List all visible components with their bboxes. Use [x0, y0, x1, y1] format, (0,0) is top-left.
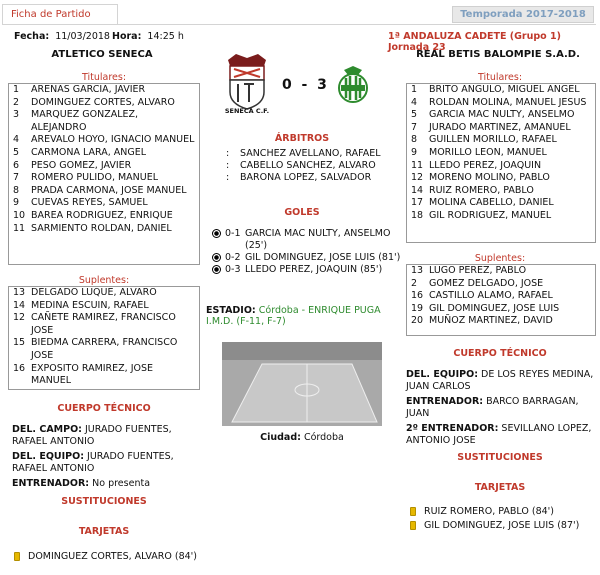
player-number: 19: [411, 302, 424, 314]
player-number: 1: [13, 84, 20, 95]
staff-role: ENTRENADOR:: [406, 396, 484, 407]
player-row[interactable]: [407, 160, 595, 173]
player-row[interactable]: [407, 265, 595, 278]
player-number: 10: [13, 209, 26, 221]
home-crest: [224, 52, 270, 116]
player-number: 3: [13, 109, 20, 121]
player-row[interactable]: [9, 84, 199, 97]
away-cards-list: [410, 505, 600, 533]
staff-row: [12, 424, 202, 448]
home-sustituciones-heading: SUSTITUCIONES: [61, 496, 147, 507]
away-subs-list: [406, 264, 596, 336]
player-name[interactable]: EXPOSITO RAMIREZ, JOSE MANUEL: [31, 362, 154, 387]
goal-row: [212, 264, 406, 276]
player-name[interactable]: MORENO MOLINO, PABLO: [429, 172, 550, 184]
tab-ficha-partido[interactable]: Ficha de Partido: [2, 4, 118, 24]
player-number: 4: [411, 96, 418, 108]
player-row[interactable]: [9, 363, 199, 388]
player-number: 7: [13, 172, 20, 184]
home-crest-text: SENECA C.F.: [224, 107, 270, 115]
score-separator: -: [301, 77, 308, 93]
player-row[interactable]: [9, 337, 199, 362]
goal-score: 0-2: [225, 252, 241, 263]
player-name[interactable]: GUILLEN MORILLO, RAFAEL: [429, 134, 557, 146]
player-name[interactable]: PESO GOMEZ, JAVIER: [31, 159, 132, 171]
player-row[interactable]: [9, 109, 199, 134]
scoreboard: [282, 77, 327, 93]
player-number: 13: [411, 265, 424, 276]
player-row[interactable]: [407, 278, 595, 291]
player-name[interactable]: MOLINA CABELLO, DANIEL: [429, 197, 554, 209]
home-starters-list: [8, 83, 200, 265]
staff-name: JURADO FUENTES, RAFAEL ANTONIO: [12, 451, 174, 474]
player-name[interactable]: CASTILLO ALAMO, RAFAEL: [429, 290, 553, 302]
player-number: 8: [13, 184, 20, 196]
player-name[interactable]: MUÑOZ MARTINEZ, DAVID: [429, 315, 553, 327]
stadium-info: [206, 305, 402, 327]
player-name[interactable]: MEDINA ESCUIN, RAFAEL: [31, 299, 149, 311]
staff-role: DEL. CAMPO:: [12, 424, 82, 435]
staff-role: 2º ENTRENADOR:: [406, 423, 499, 434]
match-date: Fecha: 11/03/2018: [14, 31, 110, 42]
card-row: [410, 519, 600, 533]
player-row[interactable]: [9, 197, 199, 210]
stadium-value[interactable]: Córdoba - ENRIQUE PUGA I.M.D. (F-11, F-7): [206, 305, 381, 327]
staff-name: No presenta: [92, 478, 151, 489]
player-row[interactable]: [407, 210, 595, 223]
arbitros-heading: ÁRBITROS: [274, 133, 330, 144]
player-row[interactable]: [407, 122, 595, 135]
ball-icon: [212, 265, 221, 274]
player-row[interactable]: [407, 290, 595, 303]
player-number: 14: [13, 299, 26, 311]
home-team-name: ATLETICO SENECA: [51, 49, 153, 60]
player-name[interactable]: ROLDAN MOLINA, MANUEL JESUS: [429, 96, 587, 108]
staff-role: ENTRENADOR:: [12, 478, 90, 489]
player-name[interactable]: DELGADO LUQUE, ALVARO: [31, 287, 157, 298]
goal-score: 0-3: [225, 264, 241, 275]
away-staff-list: [406, 369, 598, 450]
staff-role: DEL. EQUIPO:: [12, 451, 84, 462]
player-name[interactable]: LLEDO PEREZ, JOAQUIN: [429, 159, 542, 171]
match-time: Hora: 14:25 h: [112, 31, 184, 42]
referee-name: BARONA LOPEZ, SALVADOR: [240, 172, 372, 183]
home-subs-list: [8, 286, 200, 390]
referees-list: [226, 148, 406, 184]
competition-label: 1ª ANDALUZA CADETE (Grupo 1) Jornada 23: [388, 31, 561, 53]
referee-row: [226, 148, 406, 160]
player-number: 11: [13, 222, 26, 234]
score-away: 3: [317, 77, 327, 93]
player-row[interactable]: [407, 185, 595, 198]
player-number: 7: [411, 121, 418, 133]
stadium-image: [222, 342, 382, 426]
player-number: 18: [411, 209, 424, 221]
player-name[interactable]: ROMERO PULIDO, MANUEL: [31, 172, 159, 184]
player-number: 14: [411, 184, 424, 196]
player-row[interactable]: [9, 210, 199, 223]
home-titulares-heading: Titulares:: [81, 72, 127, 83]
referee-sep: :: [226, 160, 230, 171]
goal-score: 0-1: [225, 228, 241, 239]
player-row[interactable]: [9, 300, 199, 313]
referee-sep: :: [226, 172, 230, 183]
player-row[interactable]: [407, 97, 595, 110]
home-staff-list: [12, 424, 202, 493]
player-row[interactable]: [9, 147, 199, 160]
player-name[interactable]: SARMIENTO ROLDAN, DANIEL: [31, 222, 172, 234]
referee-sep: :: [226, 148, 230, 159]
player-number: 9: [411, 146, 418, 158]
player-number: 13: [13, 287, 26, 298]
ball-icon: [212, 253, 221, 262]
player-row[interactable]: [9, 312, 199, 337]
player-number: 5: [411, 109, 418, 121]
ball-icon: [212, 229, 221, 238]
staff-row: [406, 369, 598, 393]
player-number: 4: [13, 134, 20, 146]
player-name[interactable]: CARMONA LARA, ANGEL: [31, 146, 147, 158]
player-name[interactable]: BAREA RODRIGUEZ, ENRIQUE: [31, 209, 173, 221]
player-row[interactable]: [407, 84, 595, 97]
home-cards-list: [14, 550, 224, 564]
player-number: 20: [411, 315, 424, 327]
player-row[interactable]: [407, 303, 595, 316]
referee-name: SANCHEZ AVELLANO, RAFAEL: [240, 148, 381, 159]
player-row[interactable]: [9, 287, 199, 300]
score-home: 0: [282, 77, 292, 93]
away-crest: [336, 66, 370, 104]
away-cuerpo-heading: CUERPO TÉCNICO: [453, 348, 547, 359]
staff-name: DE LOS REYES MEDINA, JUAN CARLOS: [406, 369, 594, 392]
player-number: 9: [13, 197, 20, 209]
goal-scorer: GARCIA MAC NULTY, ANSELMO (25'): [245, 228, 391, 251]
player-row[interactable]: [407, 315, 595, 328]
player-name[interactable]: BIEDMA CARRERA, FRANCISCO JOSE: [31, 337, 178, 361]
player-number: 12: [411, 172, 424, 184]
player-row[interactable]: [9, 185, 199, 198]
home-tarjetas-heading: TARJETAS: [78, 526, 130, 537]
player-name[interactable]: MARQUEZ GONZALEZ, ALEJANDRO: [31, 109, 139, 133]
card-text: GIL DOMINGUEZ, JOSE LUIS (87'): [424, 520, 580, 531]
away-starters-list: [406, 83, 596, 243]
player-number: 16: [411, 290, 424, 302]
staff-row: [406, 423, 598, 447]
goals-list: [212, 228, 406, 276]
card-row: [410, 505, 600, 519]
home-suplentes-heading: Suplentes:: [78, 275, 130, 286]
referee-name: CABELLO SANCHEZ, ALVARO: [240, 160, 376, 171]
player-row[interactable]: [9, 97, 199, 110]
yellow-card-icon: [410, 521, 416, 530]
player-row[interactable]: [9, 172, 199, 185]
player-number: 12: [13, 312, 26, 324]
player-name[interactable]: DOMINGUEZ CORTES, ALVARO: [31, 96, 175, 108]
player-name[interactable]: BRITO ANGULO, MIGUEL ANGEL: [429, 84, 580, 95]
player-number: 1: [411, 84, 418, 95]
player-name[interactable]: CUEVAS REYES, SAMUEL: [31, 197, 148, 209]
header-divider: [2, 24, 596, 25]
home-cuerpo-heading: CUERPO TÉCNICO: [57, 403, 151, 414]
player-name[interactable]: RUIZ ROMERO, PABLO: [429, 184, 534, 196]
player-name[interactable]: GIL DOMINGUEZ, JOSE LUIS: [429, 302, 560, 314]
away-titulares-heading: Titulares:: [477, 72, 523, 83]
player-row[interactable]: [407, 147, 595, 160]
staff-row: [12, 478, 202, 490]
player-row[interactable]: [407, 172, 595, 185]
player-number: 2: [13, 96, 20, 108]
player-number: 8: [411, 134, 418, 146]
staff-role: DEL. EQUIPO:: [406, 369, 478, 380]
city-info: [210, 432, 394, 443]
player-name[interactable]: GARCIA MAC NULTY, ANSELMO: [429, 109, 575, 121]
player-name[interactable]: LUGO PEREZ, PABLO: [429, 265, 527, 276]
goal-row: [212, 228, 406, 252]
player-row[interactable]: [9, 223, 199, 236]
player-name[interactable]: JURADO MARTINEZ, AMANUEL: [429, 121, 571, 133]
referee-row: [226, 172, 406, 184]
yellow-card-icon: [410, 507, 416, 516]
player-number: 16: [13, 362, 26, 374]
player-name[interactable]: AREVALO HOYO, IGNACIO MANUEL: [31, 134, 195, 146]
player-number: 5: [13, 146, 20, 158]
city-label: Ciudad:: [260, 432, 301, 443]
player-number: 6: [13, 159, 20, 171]
player-name[interactable]: ARENAS GARCIA, JAVIER: [31, 84, 146, 95]
player-name[interactable]: CAÑETE RAMIREZ, FRANCISCO JOSE: [31, 312, 176, 336]
player-row[interactable]: [9, 160, 199, 173]
city-value: Córdoba: [303, 432, 344, 443]
away-sustituciones-heading: SUSTITUCIONES: [457, 452, 543, 463]
goal-scorer: LLEDO PEREZ, JOAQUIN (85'): [245, 264, 383, 275]
player-row[interactable]: [407, 197, 595, 210]
player-row[interactable]: [407, 109, 595, 122]
player-number: 17: [411, 197, 424, 209]
away-suplentes-heading: Suplentes:: [474, 253, 526, 264]
player-number: 15: [13, 337, 26, 349]
season-label: Temporada 2017-2018: [452, 6, 594, 23]
goles-heading: GOLES: [284, 207, 320, 218]
player-row[interactable]: [407, 134, 595, 147]
staff-row: [406, 396, 598, 420]
player-number: 11: [411, 159, 424, 171]
player-name[interactable]: MORILLO LEON, MANUEL: [429, 146, 547, 158]
player-number: 2: [411, 277, 418, 289]
goal-scorer: GIL DOMINGUEZ, JOSE LUIS (81'): [245, 252, 401, 263]
staff-name: SEVILLANO LOPEZ, ANTONIO JOSE: [406, 423, 592, 446]
yellow-card-icon: [14, 552, 20, 561]
player-name[interactable]: GIL RODRIGUEZ, MANUEL: [429, 209, 552, 221]
player-name[interactable]: PRADA CARMONA, JOSE MANUEL: [31, 184, 187, 196]
player-row[interactable]: [9, 134, 199, 147]
player-name[interactable]: GOMEZ DELGADO, JOSE: [429, 277, 544, 289]
away-tarjetas-heading: TARJETAS: [474, 482, 526, 493]
stadium-label: ESTADIO:: [206, 305, 256, 316]
referee-row: [226, 160, 406, 172]
card-row: [14, 550, 224, 564]
staff-name: JURADO FUENTES, RAFAEL ANTONIO: [12, 424, 172, 447]
staff-row: [12, 451, 202, 475]
away-team-name: REAL BETIS BALOMPIE S.A.D.: [416, 49, 580, 60]
goal-row: [212, 252, 406, 264]
card-text: RUIZ ROMERO, PABLO (84'): [424, 506, 554, 517]
staff-name: BARCO BARRAGAN, JUAN: [406, 396, 579, 419]
card-text: DOMINGUEZ CORTES, ALVARO (84'): [28, 551, 197, 562]
